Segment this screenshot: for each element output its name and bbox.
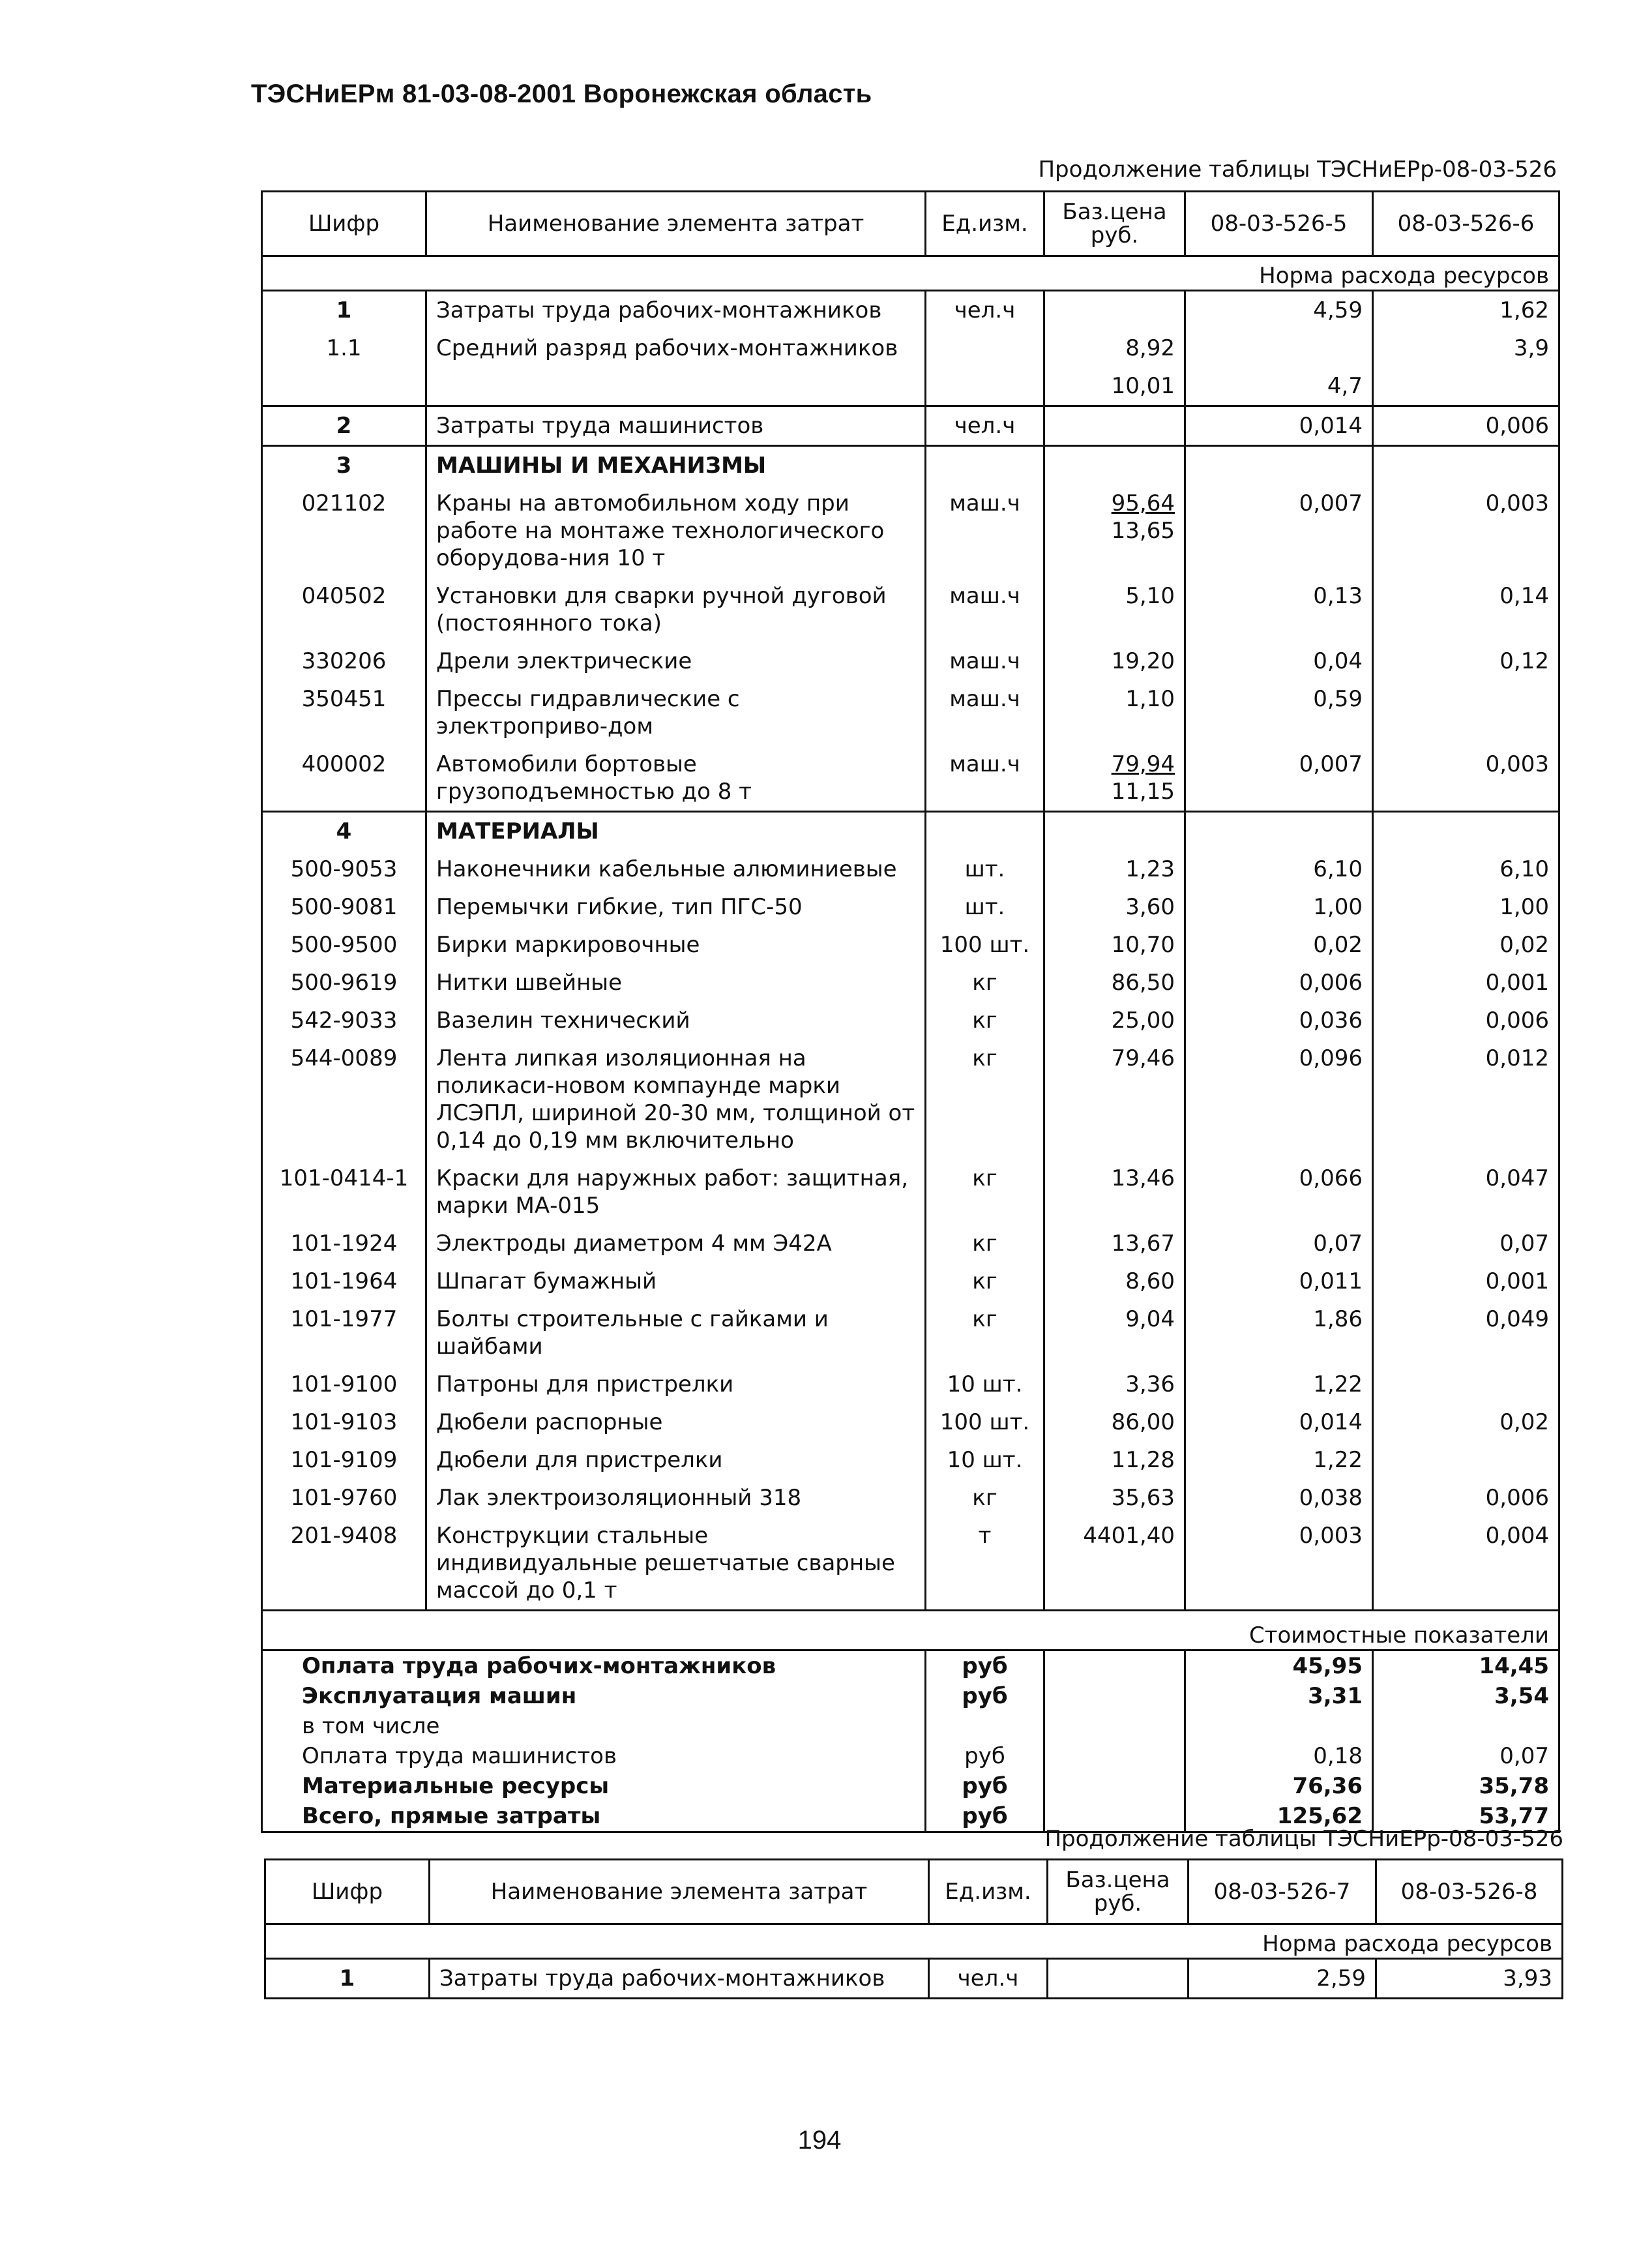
row-value-1: 0,07 <box>1185 1225 1373 1262</box>
section-label: Норма расхода ресурсов <box>265 1924 1563 1959</box>
cost-price-empty <box>1044 1741 1185 1771</box>
table-row <box>262 329 1559 367</box>
cost-unit: руб <box>926 1741 1044 1771</box>
row-base-price <box>1048 1959 1189 1999</box>
price-value: 13,46 <box>1111 1165 1175 1191</box>
table-row <box>262 680 1559 745</box>
row-base-price <box>1044 888 1185 926</box>
row-value-2: 0,047 <box>1373 1159 1559 1225</box>
table1-continuation: Продолжение таблицы ТЭСНиЕРр-08-03-526 <box>1038 157 1557 183</box>
row-value-1: 1,00 <box>1185 888 1373 926</box>
cost-value-1: 76,36 <box>1185 1771 1373 1801</box>
row-unit: 10 шт. <box>926 1441 1044 1479</box>
table-row <box>262 1300 1559 1365</box>
table-row <box>265 1959 1563 1999</box>
row-value-1: 6,10 <box>1185 850 1373 888</box>
section-label-row <box>265 1924 1563 1959</box>
cost-price-empty <box>1044 1681 1185 1711</box>
row-code: 101-9760 <box>262 1479 426 1517</box>
row-base-price <box>1044 1159 1185 1225</box>
table-row <box>262 367 1559 406</box>
table-row <box>262 1479 1559 1517</box>
price-value: 95,64 <box>1111 490 1175 516</box>
cost-row <box>262 1771 1559 1801</box>
row-code: 040502 <box>262 577 426 642</box>
row-code: 101-1964 <box>262 1262 426 1300</box>
row-name: Шпагат бумажный <box>426 1262 926 1300</box>
column-header: 08-03-526-5 <box>1185 192 1373 256</box>
row-code: 201-9408 <box>262 1517 426 1611</box>
row-base-price <box>1044 926 1185 964</box>
row-base-price <box>1044 1262 1185 1300</box>
row-value-1: 0,014 <box>1185 406 1373 446</box>
section-label: Норма расхода ресурсов <box>262 256 1559 291</box>
cost-row <box>262 1741 1559 1771</box>
row-value-2: 0,14 <box>1373 577 1559 642</box>
row-name: Краны на автомобильном ходу при работе на монтаже технологического оборудова-ния 10 т <box>426 485 926 577</box>
row-value-2: 6,10 <box>1373 850 1559 888</box>
row-unit: кг <box>926 1262 1044 1300</box>
cost-name: Оплата труда машинистов <box>262 1741 926 1771</box>
table-row <box>262 1039 1559 1159</box>
table-row <box>262 964 1559 1002</box>
table-row <box>262 485 1559 577</box>
cost-label: Стоимостные показатели <box>262 1611 1559 1650</box>
cost-label-row <box>262 1611 1559 1650</box>
price-value: 25,00 <box>1111 1007 1175 1034</box>
cost-value-2: 0,07 <box>1373 1741 1559 1771</box>
row-value-1 <box>1185 446 1373 485</box>
row-name: МАШИНЫ И МЕХАНИЗМЫ <box>426 446 926 485</box>
row-value-2: 0,02 <box>1373 1403 1559 1441</box>
document-header: ТЭСНиЕРм 81-03-08-2001 Воронежская область <box>251 80 872 108</box>
row-base-price <box>1044 1300 1185 1365</box>
row-name: Лак электроизоляционный 318 <box>426 1479 926 1517</box>
cost-value-2: 53,77 <box>1373 1801 1559 1832</box>
row-value-1: 0,02 <box>1185 926 1373 964</box>
row-value-1: 0,038 <box>1185 1479 1373 1517</box>
row-name: Патроны для пристрелки <box>426 1365 926 1403</box>
column-header: 08-03-526-7 <box>1189 1860 1376 1924</box>
cost-unit <box>926 1711 1044 1741</box>
row-unit: чел.ч <box>929 1959 1048 1999</box>
row-value-1: 4,7 <box>1185 367 1373 406</box>
row-value-2: 0,02 <box>1373 926 1559 964</box>
row-code: 101-1977 <box>262 1300 426 1365</box>
price-value: 86,00 <box>1111 1409 1175 1435</box>
row-code: 500-9500 <box>262 926 426 964</box>
row-base-price <box>1044 1365 1185 1403</box>
price-value-secondary: 11,15 <box>1111 779 1175 805</box>
resource-table-1 <box>261 190 1560 1833</box>
table-row <box>262 1159 1559 1225</box>
row-base-price <box>1044 485 1185 577</box>
row-name: Затраты труда машинистов <box>426 406 926 446</box>
row-unit: шт. <box>926 888 1044 926</box>
column-header: Наименование элемента затрат <box>426 192 926 256</box>
row-unit: маш.ч <box>926 485 1044 577</box>
row-unit <box>926 329 1044 367</box>
table-row <box>262 446 1559 485</box>
row-value-1 <box>1185 329 1373 367</box>
row-value-2: 1,62 <box>1373 291 1559 330</box>
cost-name: в том числе <box>262 1711 926 1741</box>
row-code: 101-9109 <box>262 1441 426 1479</box>
row-unit: маш.ч <box>926 577 1044 642</box>
row-code: 101-0414-1 <box>262 1159 426 1225</box>
cost-unit: руб <box>926 1771 1044 1801</box>
row-code: 500-9081 <box>262 888 426 926</box>
row-value-1: 0,066 <box>1185 1159 1373 1225</box>
row-value-2 <box>1373 812 1559 851</box>
column-header: 08-03-526-6 <box>1373 192 1559 256</box>
row-name: Перемычки гибкие, тип ПГС-50 <box>426 888 926 926</box>
row-base-price <box>1044 680 1185 745</box>
row-unit: чел.ч <box>926 291 1044 330</box>
price-value: 79,94 <box>1111 751 1175 777</box>
cost-value-1: 0,18 <box>1185 1741 1373 1771</box>
cost-value-1: 3,31 <box>1185 1681 1373 1711</box>
row-name: Болты строительные с гайками и шайбами <box>426 1300 926 1365</box>
price-value: 13,67 <box>1111 1231 1175 1257</box>
row-code: 1 <box>265 1959 430 1999</box>
row-unit: кг <box>926 1039 1044 1159</box>
table-header-row <box>262 192 1559 256</box>
row-base-price <box>1044 1479 1185 1517</box>
row-code: 1 <box>262 291 426 330</box>
row-code <box>262 367 426 406</box>
row-code: 2 <box>262 406 426 446</box>
row-value-1: 0,003 <box>1185 1517 1373 1611</box>
row-base-price <box>1044 367 1185 406</box>
row-name: Затраты труда рабочих-монтажников <box>426 291 926 330</box>
row-name: Нитки швейные <box>426 964 926 1002</box>
row-value-2 <box>1373 1365 1559 1403</box>
table-header-row <box>265 1860 1563 1924</box>
column-header: Ед.изм. <box>926 192 1044 256</box>
row-base-price <box>1044 812 1185 851</box>
table-row <box>262 888 1559 926</box>
row-code: 021102 <box>262 485 426 577</box>
row-value-1: 0,011 <box>1185 1262 1373 1300</box>
resource-table-2 <box>264 1858 1563 1999</box>
price-value: 35,63 <box>1111 1485 1175 1511</box>
row-unit: маш.ч <box>926 680 1044 745</box>
row-name: Электроды диаметром 4 мм Э42А <box>426 1225 926 1262</box>
row-unit: маш.ч <box>926 745 1044 812</box>
row-unit: кг <box>926 1225 1044 1262</box>
section-label-row <box>262 256 1559 291</box>
cost-name: Оплата труда рабочих-монтажников <box>262 1650 926 1682</box>
row-value-2 <box>1373 367 1559 406</box>
column-header: 08-03-526-8 <box>1376 1860 1563 1924</box>
cost-price-empty <box>1044 1650 1185 1682</box>
table-row <box>262 1517 1559 1611</box>
row-name: Конструкции стальные индивидуальные решетчатые сварные массой до 0,1 т <box>426 1517 926 1611</box>
table2-continuation: Продолжение таблицы ТЭСНиЕРр-08-03-526 <box>1044 1826 1563 1852</box>
row-code: 1.1 <box>262 329 426 367</box>
row-value-2: 0,003 <box>1373 485 1559 577</box>
row-value-2 <box>1373 680 1559 745</box>
cost-value-2: 35,78 <box>1373 1771 1559 1801</box>
table-row <box>262 1365 1559 1403</box>
row-unit: кг <box>926 1002 1044 1039</box>
column-header: Наименование элемента затрат <box>430 1860 929 1924</box>
row-name: Установки для сварки ручной дуговой (постоянного тока) <box>426 577 926 642</box>
row-unit: 100 шт. <box>926 1403 1044 1441</box>
row-unit: 100 шт. <box>926 926 1044 964</box>
column-header: Шифр <box>262 192 426 256</box>
row-code: 330206 <box>262 642 426 680</box>
row-base-price <box>1044 446 1185 485</box>
row-value-1: 0,007 <box>1185 745 1373 812</box>
row-value-2: 0,049 <box>1373 1300 1559 1365</box>
table-row <box>262 577 1559 642</box>
row-base-price <box>1044 1517 1185 1611</box>
price-value: 8,60 <box>1125 1268 1175 1294</box>
row-unit <box>926 812 1044 851</box>
row-value-2: 0,006 <box>1373 1002 1559 1039</box>
row-code: 400002 <box>262 745 426 812</box>
row-base-price <box>1044 291 1185 330</box>
cost-row <box>262 1681 1559 1711</box>
price-value: 1,10 <box>1125 686 1175 712</box>
row-value-2: 0,006 <box>1373 406 1559 446</box>
row-name: Затраты труда рабочих-монтажников <box>430 1959 929 1999</box>
cost-row <box>262 1650 1559 1682</box>
price-value-secondary: 13,65 <box>1111 518 1175 544</box>
cost-price-empty <box>1044 1711 1185 1741</box>
table-row <box>262 1441 1559 1479</box>
row-name <box>426 367 926 406</box>
row-value-2: 0,006 <box>1373 1479 1559 1517</box>
row-name: Вазелин технический <box>426 1002 926 1039</box>
row-value-2 <box>1373 1441 1559 1479</box>
row-unit: кг <box>926 1479 1044 1517</box>
row-value-1: 0,007 <box>1185 485 1373 577</box>
cost-name: Всего, прямые затраты <box>262 1801 926 1832</box>
row-base-price <box>1044 329 1185 367</box>
price-value: 10,01 <box>1111 373 1175 399</box>
row-code: 542-9033 <box>262 1002 426 1039</box>
cost-value-2: 3,54 <box>1373 1681 1559 1711</box>
row-code: 101-1924 <box>262 1225 426 1262</box>
price-value: 79,46 <box>1111 1045 1175 1071</box>
row-value-1: 1,22 <box>1185 1441 1373 1479</box>
table-row <box>262 406 1559 446</box>
price-value: 11,28 <box>1111 1447 1175 1473</box>
row-value-1: 4,59 <box>1185 291 1373 330</box>
row-value-1: 0,006 <box>1185 964 1373 1002</box>
row-name: Бирки маркировочные <box>426 926 926 964</box>
cost-value-1: 45,95 <box>1185 1650 1373 1682</box>
row-base-price <box>1044 1002 1185 1039</box>
price-value: 86,50 <box>1111 970 1175 996</box>
row-unit: кг <box>926 1159 1044 1225</box>
cost-unit: руб <box>926 1801 1044 1832</box>
row-base-price <box>1044 1039 1185 1159</box>
row-base-price <box>1044 577 1185 642</box>
row-base-price <box>1044 406 1185 446</box>
row-value-1: 2,59 <box>1189 1959 1376 1999</box>
row-base-price <box>1044 964 1185 1002</box>
row-value-2: 3,9 <box>1373 329 1559 367</box>
row-unit <box>926 367 1044 406</box>
row-code: 500-9053 <box>262 850 426 888</box>
row-base-price <box>1044 1225 1185 1262</box>
row-unit: маш.ч <box>926 642 1044 680</box>
row-value-2: 0,001 <box>1373 964 1559 1002</box>
row-unit: чел.ч <box>926 406 1044 446</box>
cost-price-empty <box>1044 1771 1185 1801</box>
table-row <box>262 1225 1559 1262</box>
row-code: 4 <box>262 812 426 851</box>
cost-row <box>262 1711 1559 1741</box>
row-name: МАТЕРИАЛЫ <box>426 812 926 851</box>
table-row <box>262 1262 1559 1300</box>
row-value-1: 1,86 <box>1185 1300 1373 1365</box>
row-name: Дрели электрические <box>426 642 926 680</box>
cost-unit: руб <box>926 1650 1044 1682</box>
row-value-2: 0,001 <box>1373 1262 1559 1300</box>
row-base-price <box>1044 1403 1185 1441</box>
table-row <box>262 812 1559 851</box>
row-code: 350451 <box>262 680 426 745</box>
row-unit <box>926 446 1044 485</box>
table-row <box>262 642 1559 680</box>
row-name: Краски для наружных работ: защитная, марки МА-015 <box>426 1159 926 1225</box>
price-value: 19,20 <box>1111 648 1175 674</box>
row-value-2 <box>1373 446 1559 485</box>
table-row <box>262 291 1559 330</box>
price-value: 4401,40 <box>1083 1523 1175 1549</box>
row-value-1: 0,04 <box>1185 642 1373 680</box>
row-name: Наконечники кабельные алюминиевые <box>426 850 926 888</box>
row-value-2: 0,07 <box>1373 1225 1559 1262</box>
row-base-price <box>1044 850 1185 888</box>
row-name: Дюбели распорные <box>426 1403 926 1441</box>
row-base-price <box>1044 642 1185 680</box>
row-value-2: 0,12 <box>1373 642 1559 680</box>
cost-value-2 <box>1373 1711 1559 1741</box>
price-value: 9,04 <box>1125 1306 1175 1332</box>
table-row <box>262 1403 1559 1441</box>
row-code: 544-0089 <box>262 1039 426 1159</box>
table-row <box>262 926 1559 964</box>
column-header: Ед.изм. <box>929 1860 1048 1924</box>
table-row <box>262 1002 1559 1039</box>
price-value: 8,92 <box>1125 335 1175 361</box>
row-base-price <box>1044 1441 1185 1479</box>
row-value-1: 0,59 <box>1185 680 1373 745</box>
row-value-1 <box>1185 812 1373 851</box>
price-value: 1,23 <box>1125 856 1175 882</box>
row-unit: 10 шт. <box>926 1365 1044 1403</box>
row-code: 101-9103 <box>262 1403 426 1441</box>
cost-name: Материальные ресурсы <box>262 1771 926 1801</box>
row-value-2: 0,012 <box>1373 1039 1559 1159</box>
row-code: 101-9100 <box>262 1365 426 1403</box>
row-unit: кг <box>926 964 1044 1002</box>
row-value-1: 0,014 <box>1185 1403 1373 1441</box>
page-number: 194 <box>797 2126 842 2155</box>
row-value-2: 0,004 <box>1373 1517 1559 1611</box>
table-row <box>262 745 1559 812</box>
row-code: 3 <box>262 446 426 485</box>
row-code: 500-9619 <box>262 964 426 1002</box>
row-name: Прессы гидравлические с электроприво-дом <box>426 680 926 745</box>
column-header: Баз.цена руб. <box>1044 192 1185 256</box>
price-value: 3,36 <box>1125 1371 1175 1397</box>
cost-name: Эксплуатация машин <box>262 1681 926 1711</box>
row-unit: т <box>926 1517 1044 1611</box>
row-name: Автомобили бортовые грузоподъемностью до 8 т <box>426 745 926 812</box>
column-header: Баз.цена руб. <box>1048 1860 1189 1924</box>
row-value-1: 0,13 <box>1185 577 1373 642</box>
table-row <box>262 850 1559 888</box>
row-unit: кг <box>926 1300 1044 1365</box>
price-value: 10,70 <box>1111 932 1175 958</box>
price-value: 3,60 <box>1125 894 1175 920</box>
row-base-price <box>1044 745 1185 812</box>
row-value-1: 0,096 <box>1185 1039 1373 1159</box>
row-name: Средний разряд рабочих-монтажников <box>426 329 926 367</box>
column-header: Шифр <box>265 1860 430 1924</box>
cost-unit: руб <box>926 1681 1044 1711</box>
row-name: Дюбели для пристрелки <box>426 1441 926 1479</box>
row-unit: шт. <box>926 850 1044 888</box>
row-name: Лента липкая изоляционная на поликаси-новом компаунде марки ЛСЭПЛ, шириной 20-30 мм, толщиной от 0,14 до 0,19 мм включительно <box>426 1039 926 1159</box>
cost-value-1 <box>1185 1711 1373 1741</box>
cost-value-1: 125,62 <box>1185 1801 1373 1832</box>
row-value-1: 1,22 <box>1185 1365 1373 1403</box>
row-value-2: 0,003 <box>1373 745 1559 812</box>
row-value-2: 1,00 <box>1373 888 1559 926</box>
row-value-2: 3,93 <box>1376 1959 1563 1999</box>
price-value: 5,10 <box>1125 583 1175 609</box>
row-value-1: 0,036 <box>1185 1002 1373 1039</box>
cost-value-2: 14,45 <box>1373 1650 1559 1682</box>
